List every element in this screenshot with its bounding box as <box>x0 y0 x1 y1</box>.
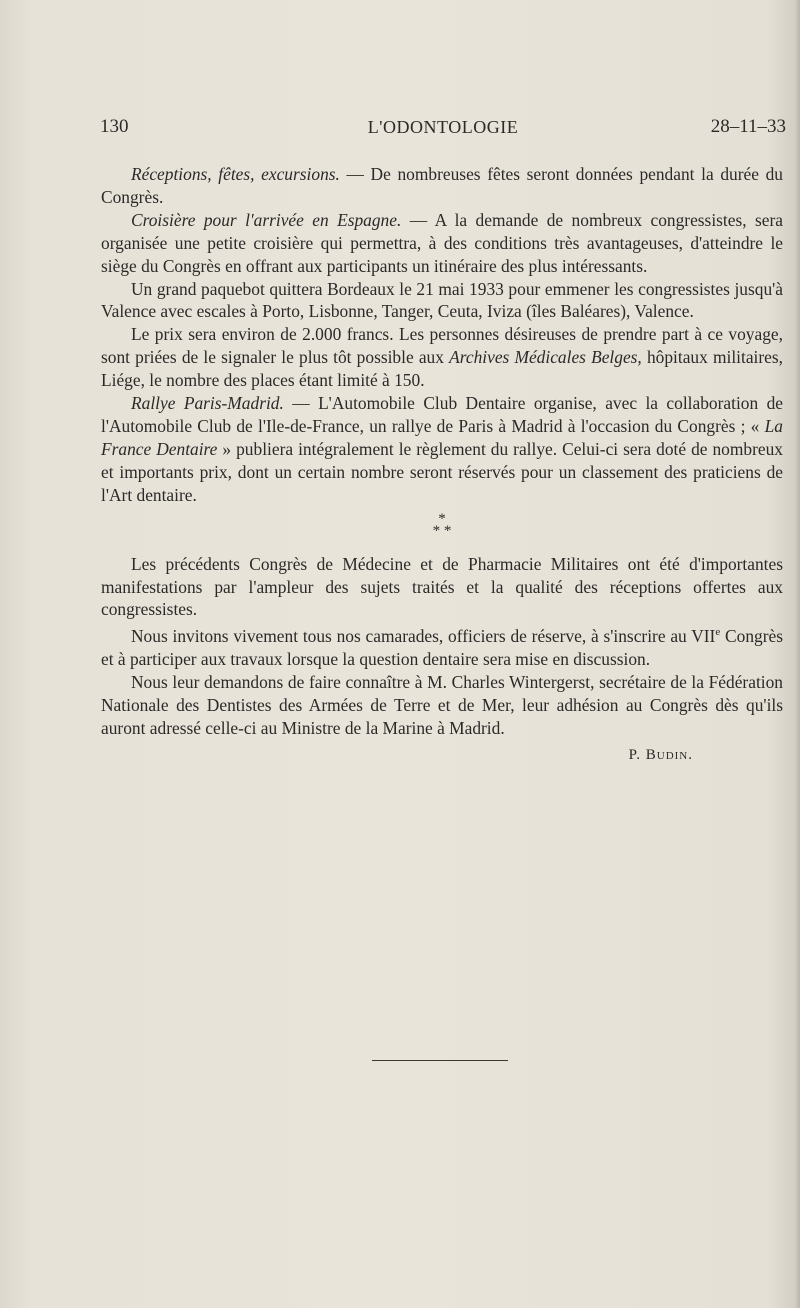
paragraph-lead: Réceptions, fêtes, excursions. <box>131 164 340 184</box>
paragraph-congres: Les précédents Congrès de Médecine et de Pharmacie Militaires ont été d'importantes manifestations par l'ampleur des sujets traités et la qualité des réceptions offertes aux congressistes. <box>101 553 783 620</box>
paragraph-text: Nous invitons vivement tous nos camarades, officiers de réserve, à s'inscrire au VII <box>131 626 716 647</box>
asterism-top: * <box>438 510 446 527</box>
paragraph-text: — A la demande de nombreux congressistes, sera organisée une petite croisière qui permettra, à des conditions très avantageuses, d'atteindre le siège du Congrès en offrant aux participants un itinéraire des plus intéressants. <box>101 209 783 276</box>
paragraph-paquebot <box>101 278 783 324</box>
author-signature: P. Budin. <box>628 746 693 763</box>
paragraph-text: » publiera intégralement le règlement du rallye. Celui-ci sera doté de nombreux et importants prix, dont un certain nombre seront réservés pour un classement des praticiens de l'Art dentaire. <box>101 438 783 505</box>
paragraph-lead: Croisière pour l'arrivée en Espagne. <box>131 209 402 230</box>
paragraph-text: — L'Automobile Club Dentaire organise, avec la collaboration de l'Automobile Club de l'Ile-de-France, un rallye de Paris à Madrid à l'occasion du Congrès ; « <box>101 393 784 436</box>
article-body <box>101 163 783 767</box>
paragraph-rallye <box>101 392 783 507</box>
issue-date: 28–11–33 <box>710 116 786 137</box>
ordinal-superscript: e <box>715 626 721 639</box>
paragraph-prix <box>101 323 783 392</box>
paragraph-invitation <box>101 621 783 671</box>
running-header <box>100 116 786 142</box>
paragraph-lead: Rallye Paris-Madrid. <box>131 393 284 414</box>
running-title: L'ODONTOLOGIE <box>367 117 519 137</box>
paragraph-text: — De nombreuses fêtes seront données pendant la durée du Congrès. <box>101 164 783 207</box>
paragraph-croisiere <box>101 209 783 278</box>
end-rule <box>372 1060 508 1061</box>
paragraph-text: Congrès et à participer aux travaux lorsque la question dentaire sera mise en discussion. <box>101 626 783 670</box>
publication-title: Archives Médicales Belges, <box>449 347 642 368</box>
paragraph-text: Le prix sera environ de 2.000 francs. Les personnes désireuses de prendre part à ce voyage, sont priées de le signaler le plus tôt possible aux <box>101 324 783 368</box>
publication-title: La France Dentaire <box>101 415 783 459</box>
paragraph-adhesion: Nous leur demandons de faire connaître à M. Charles Wintergerst, secrétaire de la Fédération Nationale des Dentistes des Armées de Terre et de Mer, leur adhésion au Congrès dès qu'ils auront adressé celle-ci au Ministre de la Marine à Madrid. <box>101 671 783 738</box>
paragraph-text: Un grand paquebot quittera Bordeaux le 21 mai 1933 pour emmener les congressistes jusqu'à Valence avec escales à Porto, Lisbonne, Tanger, Ceuta, Iviza (îles Baléares), Valence. <box>101 278 783 322</box>
paragraph-text: hôpitaux militaires, Liége, le nombre des places étant limité à 150. <box>101 347 783 391</box>
page-edge <box>794 0 800 1308</box>
asterism-bottom: * * <box>432 522 452 539</box>
paragraph-receptions <box>101 163 783 209</box>
page-number: 130 <box>100 116 129 137</box>
asterism-separator <box>101 510 783 539</box>
